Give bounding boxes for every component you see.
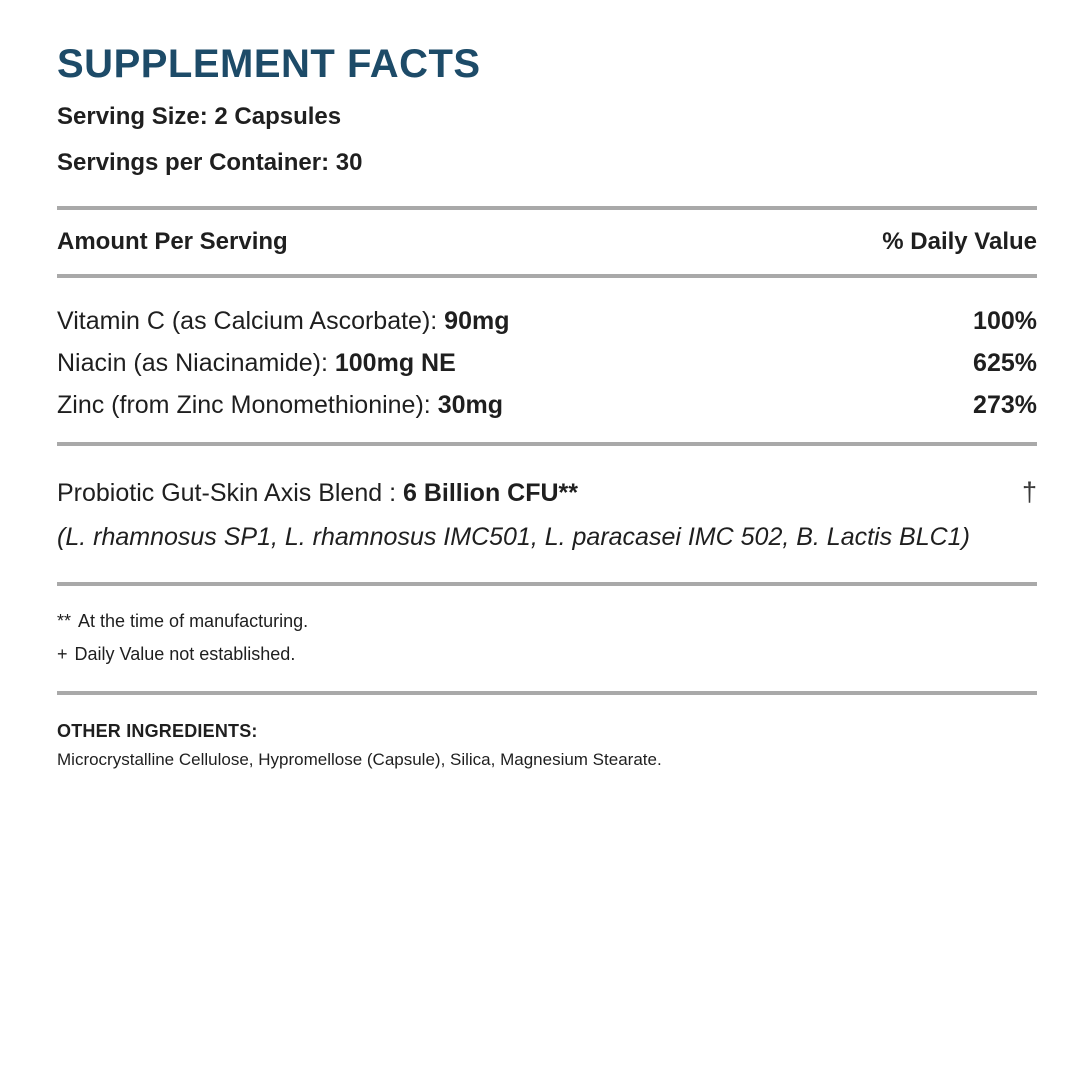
footnote — [57, 645, 1037, 665]
other-ingredients-label: OTHER INGREDIENTS: — [57, 721, 258, 742]
divider — [57, 206, 1037, 210]
nutrient-label — [57, 309, 509, 334]
nutrient-daily-value: 625% — [973, 349, 1037, 378]
table-row — [57, 309, 1037, 334]
table-row — [57, 351, 1037, 376]
nutrient-name: Zinc (from Zinc Monomethionine): — [57, 391, 438, 420]
footnote-marker: + — [57, 644, 68, 665]
daily-value-header: % Daily Value — [882, 227, 1037, 255]
nutrient-name: Niacin (as Niacinamide): — [57, 349, 335, 378]
other-ingredients-text: Microcrystalline Cellulose, Hypromellose (Capsule), Silica, Magnesium Stearate. — [57, 750, 662, 770]
blend-strains: (L. rhamnosus SP1, L. rhamnosus IMC501, L. paracasei IMC 502, B. Lactis BLC1) — [57, 523, 970, 552]
nutrient-daily-value: 100% — [973, 307, 1037, 336]
footnote-text: Daily Value not established. — [74, 644, 296, 665]
blend-name: Probiotic Gut-Skin Axis Blend : — [57, 479, 403, 508]
blend-amount: 6 Billion CFU** — [402, 479, 578, 508]
footnote-text: At the time of manufacturing. — [78, 610, 309, 631]
table-row — [57, 393, 1037, 418]
supplement-facts-panel — [57, 44, 1037, 770]
blend-label — [57, 481, 578, 506]
servings-per-container: Servings per Container: 30 — [57, 149, 363, 177]
footnote — [57, 612, 1037, 632]
divider — [57, 274, 1037, 278]
nutrient-amount: 90mg — [444, 307, 510, 336]
divider — [57, 582, 1037, 586]
amount-per-serving-header: Amount Per Serving — [57, 227, 288, 255]
nutrient-amount: 30mg — [437, 391, 503, 420]
table-header-row — [57, 229, 1037, 255]
nutrient-name: Vitamin C (as Calcium Ascorbate): — [57, 307, 445, 336]
nutrient-label — [57, 351, 456, 376]
nutrient-label — [57, 393, 503, 418]
dagger-symbol: † — [1021, 477, 1037, 508]
nutrient-amount: 100mg NE — [334, 349, 456, 378]
table-row-blend — [57, 479, 1037, 506]
divider — [57, 442, 1037, 446]
footnote-marker: ** — [57, 610, 72, 631]
nutrient-daily-value: 273% — [973, 391, 1037, 420]
serving-size: Serving Size: 2 Capsules — [57, 103, 342, 130]
page-title: SUPPLEMENT FACTS — [57, 42, 481, 86]
divider — [57, 691, 1037, 695]
